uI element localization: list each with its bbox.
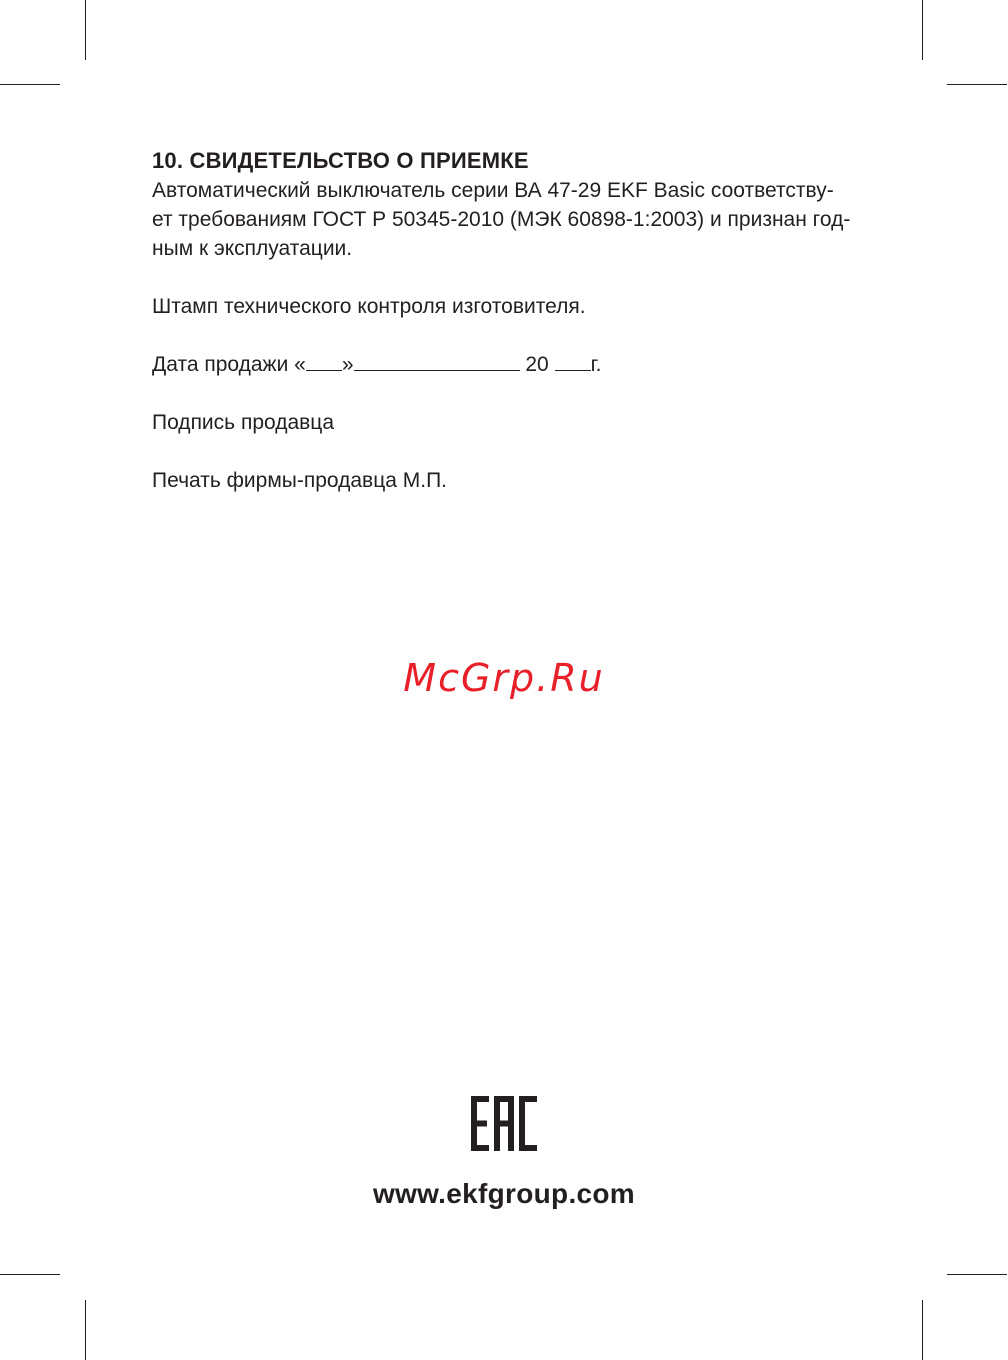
section-heading: 10. СВИДЕТЕЛЬСТВО О ПРИЕМКЕ [152,148,529,173]
body-line: ным к эксплуатации. [152,237,353,260]
crop-mark-top-right-horizontal [947,84,1007,85]
footer-website: www.ekfgroup.com [372,1178,635,1209]
sale-date-quote-close: » [341,353,354,376]
sale-year-prefix: 20 [519,353,555,376]
crop-mark-bottom-right-horizontal [947,1274,1007,1275]
crop-mark-top-right-vertical [922,0,923,60]
sale-year-blank [555,352,591,371]
eac-mark-icon [471,1096,537,1151]
crop-mark-top-left-vertical [85,0,86,60]
certificate-body [152,176,862,263]
sale-date-line [152,350,862,379]
sale-date-suffix: г. [590,353,602,376]
crop-mark-top-left-horizontal [0,84,60,85]
sale-month-blank [354,352,520,371]
watermark: McGrp.Ru [403,656,605,700]
body-line: Автоматический выключатель серии ВА 47-29 EKF Basic соответству- [152,179,834,202]
crop-mark-bottom-right-vertical [922,1300,923,1360]
sale-day-blank [306,352,342,371]
crop-mark-bottom-left-vertical [85,1300,86,1360]
certificate-section [152,146,862,495]
crop-mark-bottom-left-horizontal [0,1274,60,1275]
body-line: ет требованиям ГОСТ Р 50345-2010 (МЭК 60898-1:2003) и признан год- [152,208,851,231]
seller-seal-line: Печать фирмы-продавца М.П. [152,469,447,492]
seller-signature-line: Подпись продавца [152,411,335,434]
sale-date-prefix: Дата продажи « [152,353,306,376]
stamp-line: Штамп технического контроля изготовителя. [152,295,586,318]
